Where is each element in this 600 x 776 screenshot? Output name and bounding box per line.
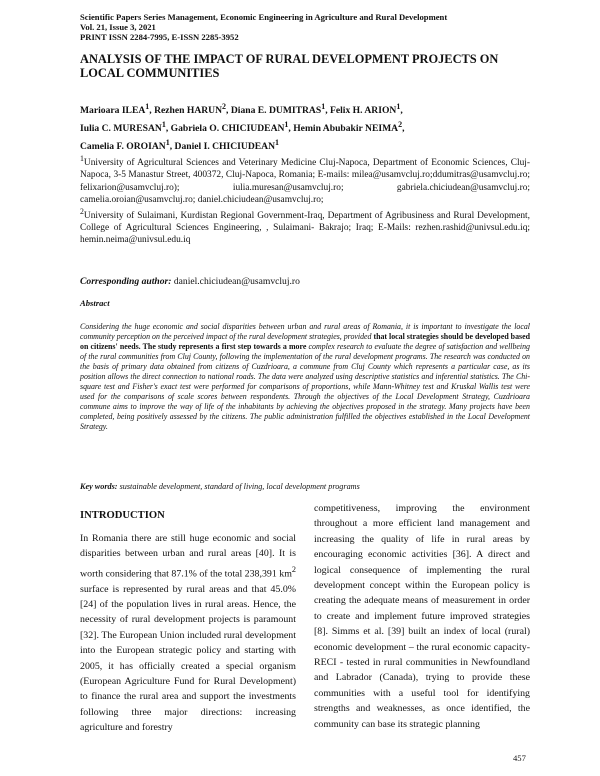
author: Gabriela O. CHICIUDEAN$^1$,	[170, 119, 294, 134]
author: Camelia F. OROIAN$^1$,	[80, 137, 175, 152]
affiliation-1: $^1$University of Agricultural Sciences and Veterinary Medicine Cluj-Napoca, Department of Economic Sciences, Cluj-Napoca, 3-5 Manastur Street, 400372, Cluj-Napoca, Romania; E-mails: milea@usamvcluj.ro;ddumitras@usamvcluj.ro; felixarion@usamvcluj.ro); iulia.muresan@usamvcluj.ro; gabriela.chiciudean@usamvcluj.ro; camelia.oroian@usamvcluj.ro; daniel.chiciudean@usamvcluj.ro;	[80, 154, 530, 205]
corresponding-author	[80, 276, 530, 287]
affiliations	[80, 153, 530, 247]
journal-issn: PRINT ISSN 2284-7995, E-ISSN 2285-3952	[80, 32, 239, 42]
column-left-text: In Romania there are still huge economic and social disparities between urban and rural areas [40]. It is worth considering that 87.1% of the total 238,391 $km^2$ surface is represented by rural areas and that 45.0% [24] of the population lives in rural areas. Hence, the necessity of rural development projects is paramount [32]. The European Union included rural development into the European strategic policy and starting with 2005, it has officially created a special organism (European Agriculture Fund for Rural Development) to finance the rural area and support the investments following three major directions: increasing agriculture and forestry	[80, 533, 296, 734]
author: Marioara ILEA$^1$,	[80, 102, 155, 117]
journal-name: Scientific Papers Series Management, Economic Engineering in Agriculture and Rural Development	[80, 12, 448, 22]
keywords-value: sustainable development, standard of living, local development programs	[117, 482, 360, 491]
author: Daniel I. CHICIUDEAN$^1$	[174, 137, 280, 152]
abstract-text: Considering the huge economic and social disparities between urban and rural areas of Romania, it is important to investigate the local community perception on the perceived impact of the rural development strategies, provided that local strategies should be developed based on citizens' needs. The study represents a first step towards a more complex research to evaluate the degree of satisfaction and wellbeing of the rural communities from Cluj County, following the implementation of the rural development programs. The research was conducted on the basis of primary data obtained from citizens of Cuzdrioara, a commune from Cluj County which represents a particular case, as its position allows the direct connection to national roads. The data were analyzed using descriptive statistics and inferential statistics. The Chi-square test and Fisher's exact test were performed for comparisons of proportions, while Mann-Whitney test and Kruskal Wallis test were used for the comparisons of scale scores between respondents. Through the objectives of the Local Development Strategy, Cuzdrioara commune aims to improve the way of life of the inhabitants by achieving the objectives proposed in the strategy. Many projects have been completed, being positively assessed by the citizens. The public administration fulfilled the objectives established in the Local Development Strategy.	[80, 322, 530, 431]
corresponding-email[interactable]: daniel.chiciudean@usamvcluj.ro	[173, 276, 300, 287]
author: Felix H. ARION$^1$,	[330, 102, 403, 117]
section-heading-introduction: INTRODUCTION	[80, 510, 165, 521]
affiliation-2: $^2$University of Sulaimani, Kurdistan Regional Government-Iraq, Department of Agribusiness and Rural Development, College of Agricultural Sciences Engineering, , Sulaimani- Bakrajo; Iraq; E-Mails: rezhen.rashid@univsul.edu.iq; hemin.neima@univsul.edu.iq	[80, 206, 530, 246]
author: Iulia C. MURESAN$^1$,	[80, 119, 171, 134]
journal-volume: Vol. 21, Issue 3, 2021	[80, 22, 156, 32]
author-list	[80, 100, 530, 153]
corresponding-label: Corresponding author:	[80, 276, 172, 287]
author: Hemin Abubakir NEIMA$^2$,	[293, 119, 405, 134]
journal-header	[80, 12, 530, 42]
paper-title: ANALYSIS OF THE IMPACT OF RURAL DEVELOPMENT PROJECTS ON LOCAL COMMUNITIES	[80, 52, 499, 80]
column-right-text: competitiveness, improving the environment throughout a more efficient land management and increasing the quality of life in rural areas by encouraging economic activities [36]. A direct and logical consequence of implementing the rural development concept within the European policy is creating the adequate means of measurement in order to create and implement future improved strategies [8]. Simms et al. [39] built an index of local (rural) economic development – the rural economic capacity- RECI - tested in rural communities in Newfoundland and Labrador (Canada), trying to provide these communities with a useful tool for identifying strengths and weaknesses, as once identified, the community can base its strategic planning	[314, 503, 530, 730]
abstract-heading: Abstract	[80, 298, 110, 308]
keywords-label: Key words:	[80, 482, 118, 491]
page-number: 457	[513, 753, 526, 763]
author: Rezhen HARUN$^2$,	[154, 102, 231, 117]
author: Diana E. DUMITRAS$^1$,	[230, 102, 330, 117]
keywords	[80, 482, 530, 491]
